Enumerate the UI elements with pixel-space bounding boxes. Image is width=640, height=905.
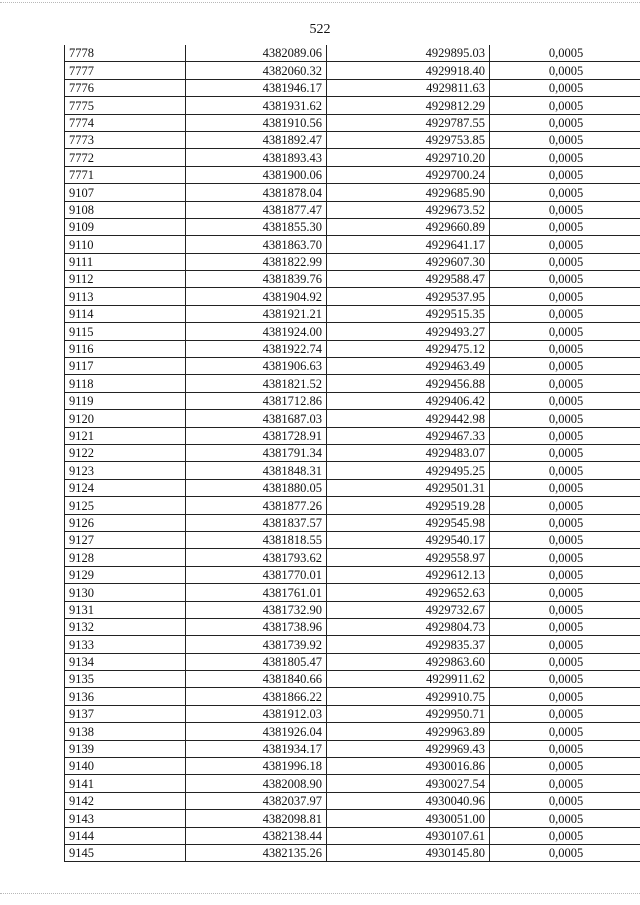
y-coordinate-cell: 4929969.43 — [327, 740, 490, 757]
error-cell: 0,0005 — [490, 844, 640, 861]
error-cell: 0,0005 — [490, 601, 640, 618]
table-row — [65, 462, 640, 479]
table-row — [65, 479, 640, 496]
point-number-cell: 9110 — [65, 236, 186, 253]
point-number-cell: 7773 — [65, 131, 186, 148]
x-coordinate-cell: 4382135.26 — [186, 844, 327, 861]
table-row — [65, 392, 640, 409]
point-number-cell: 9135 — [65, 671, 186, 688]
table-row — [65, 114, 640, 131]
error-cell: 0,0005 — [490, 636, 640, 653]
x-coordinate-cell: 4382060.32 — [186, 62, 327, 79]
error-cell: 0,0005 — [490, 288, 640, 305]
error-cell: 0,0005 — [490, 410, 640, 427]
y-coordinate-cell: 4929442.98 — [327, 410, 490, 427]
table-row — [65, 131, 640, 148]
table-row — [65, 97, 640, 114]
point-number-cell: 9144 — [65, 827, 186, 844]
point-number-cell: 9113 — [65, 288, 186, 305]
y-coordinate-cell: 4929406.42 — [327, 392, 490, 409]
error-cell: 0,0005 — [490, 114, 640, 131]
x-coordinate-cell: 4381900.06 — [186, 166, 327, 183]
point-number-cell: 9126 — [65, 514, 186, 531]
y-coordinate-cell: 4929588.47 — [327, 271, 490, 288]
x-coordinate-cell: 4381805.47 — [186, 653, 327, 670]
y-coordinate-cell: 4929673.52 — [327, 201, 490, 218]
x-coordinate-cell: 4381910.56 — [186, 114, 327, 131]
error-cell: 0,0005 — [490, 792, 640, 809]
y-coordinate-cell: 4929558.97 — [327, 549, 490, 566]
table-row — [65, 758, 640, 775]
error-cell: 0,0005 — [490, 671, 640, 688]
point-number-cell: 9137 — [65, 705, 186, 722]
y-coordinate-cell: 4929660.89 — [327, 218, 490, 235]
point-number-cell: 9128 — [65, 549, 186, 566]
point-number-cell: 9118 — [65, 375, 186, 392]
y-coordinate-cell: 4929700.24 — [327, 166, 490, 183]
table-row — [65, 79, 640, 96]
x-coordinate-cell: 4382089.06 — [186, 45, 327, 62]
x-coordinate-cell: 4381855.30 — [186, 218, 327, 235]
table-row — [65, 618, 640, 635]
y-coordinate-cell: 4929863.60 — [327, 653, 490, 670]
x-coordinate-cell: 4381893.43 — [186, 149, 327, 166]
y-coordinate-cell: 4929811.63 — [327, 79, 490, 96]
y-coordinate-cell: 4929641.17 — [327, 236, 490, 253]
x-coordinate-cell: 4381946.17 — [186, 79, 327, 96]
error-cell: 0,0005 — [490, 375, 640, 392]
x-coordinate-cell: 4381761.01 — [186, 584, 327, 601]
x-coordinate-cell: 4382098.81 — [186, 810, 327, 827]
x-coordinate-cell: 4382008.90 — [186, 775, 327, 792]
error-cell: 0,0005 — [490, 514, 640, 531]
x-coordinate-cell: 4381906.63 — [186, 358, 327, 375]
error-cell: 0,0005 — [490, 462, 640, 479]
x-coordinate-cell: 4381878.04 — [186, 184, 327, 201]
error-cell: 0,0005 — [490, 827, 640, 844]
y-coordinate-cell: 4929612.13 — [327, 566, 490, 583]
x-coordinate-cell: 4381712.86 — [186, 392, 327, 409]
point-number-cell: 9114 — [65, 305, 186, 322]
error-cell: 0,0005 — [490, 305, 640, 322]
error-cell: 0,0005 — [490, 236, 640, 253]
x-coordinate-cell: 4381687.03 — [186, 410, 327, 427]
point-number-cell: 9138 — [65, 723, 186, 740]
table-row — [65, 549, 640, 566]
table-row — [65, 45, 640, 62]
table-row — [65, 149, 640, 166]
y-coordinate-cell: 4929515.35 — [327, 305, 490, 322]
x-coordinate-cell: 4381793.62 — [186, 549, 327, 566]
table-row — [65, 236, 640, 253]
y-coordinate-cell: 4929493.27 — [327, 323, 490, 340]
error-cell: 0,0005 — [490, 45, 640, 62]
table-row — [65, 201, 640, 218]
y-coordinate-cell: 4929463.49 — [327, 358, 490, 375]
y-coordinate-cell: 4929501.31 — [327, 479, 490, 496]
point-number-cell: 9129 — [65, 566, 186, 583]
table-row — [65, 827, 640, 844]
point-number-cell: 9143 — [65, 810, 186, 827]
error-cell: 0,0005 — [490, 705, 640, 722]
point-number-cell: 9134 — [65, 653, 186, 670]
y-coordinate-cell: 4929545.98 — [327, 514, 490, 531]
x-coordinate-cell: 4381863.70 — [186, 236, 327, 253]
error-cell: 0,0005 — [490, 340, 640, 357]
x-coordinate-cell: 4381922.74 — [186, 340, 327, 357]
x-coordinate-cell: 4381818.55 — [186, 531, 327, 548]
error-cell: 0,0005 — [490, 653, 640, 670]
bottom-divider — [0, 893, 640, 894]
point-number-cell: 9109 — [65, 218, 186, 235]
point-number-cell: 7772 — [65, 149, 186, 166]
error-cell: 0,0005 — [490, 166, 640, 183]
error-cell: 0,0005 — [490, 810, 640, 827]
y-coordinate-cell: 4929710.20 — [327, 149, 490, 166]
point-number-cell: 9116 — [65, 340, 186, 357]
error-cell: 0,0005 — [490, 79, 640, 96]
table-row — [65, 218, 640, 235]
table-row — [65, 62, 640, 79]
table-row — [65, 184, 640, 201]
x-coordinate-cell: 4381921.21 — [186, 305, 327, 322]
error-cell: 0,0005 — [490, 549, 640, 566]
error-cell: 0,0005 — [490, 62, 640, 79]
y-coordinate-cell: 4930145.80 — [327, 844, 490, 861]
error-cell: 0,0005 — [490, 688, 640, 705]
x-coordinate-cell: 4381904.92 — [186, 288, 327, 305]
x-coordinate-cell: 4381837.57 — [186, 514, 327, 531]
error-cell: 0,0005 — [490, 218, 640, 235]
point-number-cell: 7778 — [65, 45, 186, 62]
table-row — [65, 792, 640, 809]
error-cell: 0,0005 — [490, 444, 640, 461]
y-coordinate-cell: 4929540.17 — [327, 531, 490, 548]
x-coordinate-cell: 4381840.66 — [186, 671, 327, 688]
error-cell: 0,0005 — [490, 201, 640, 218]
page-number: 522 — [309, 22, 331, 37]
error-cell: 0,0005 — [490, 531, 640, 548]
point-number-cell: 9124 — [65, 479, 186, 496]
coordinates-table-body — [65, 45, 640, 862]
x-coordinate-cell: 4381934.17 — [186, 740, 327, 757]
error-cell: 0,0005 — [490, 427, 640, 444]
point-number-cell: 7774 — [65, 114, 186, 131]
table-row — [65, 531, 640, 548]
x-coordinate-cell: 4381877.47 — [186, 201, 327, 218]
point-number-cell: 9111 — [65, 253, 186, 270]
point-number-cell: 9140 — [65, 758, 186, 775]
y-coordinate-cell: 4929787.55 — [327, 114, 490, 131]
y-coordinate-cell: 4930016.86 — [327, 758, 490, 775]
point-number-cell: 9125 — [65, 497, 186, 514]
error-cell: 0,0005 — [490, 497, 640, 514]
x-coordinate-cell: 4381880.05 — [186, 479, 327, 496]
error-cell: 0,0005 — [490, 723, 640, 740]
y-coordinate-cell: 4929835.37 — [327, 636, 490, 653]
table-row — [65, 775, 640, 792]
y-coordinate-cell: 4929910.75 — [327, 688, 490, 705]
x-coordinate-cell: 4381728.91 — [186, 427, 327, 444]
table-row — [65, 844, 640, 861]
y-coordinate-cell: 4929911.62 — [327, 671, 490, 688]
error-cell: 0,0005 — [490, 271, 640, 288]
table-row — [65, 340, 640, 357]
point-number-cell: 9119 — [65, 392, 186, 409]
x-coordinate-cell: 4381926.04 — [186, 723, 327, 740]
point-number-cell: 9123 — [65, 462, 186, 479]
table-row — [65, 653, 640, 670]
point-number-cell: 7776 — [65, 79, 186, 96]
point-number-cell: 7777 — [65, 62, 186, 79]
point-number-cell: 7771 — [65, 166, 186, 183]
table-row — [65, 444, 640, 461]
point-number-cell: 9130 — [65, 584, 186, 601]
x-coordinate-cell: 4381866.22 — [186, 688, 327, 705]
x-coordinate-cell: 4381821.52 — [186, 375, 327, 392]
error-cell: 0,0005 — [490, 618, 640, 635]
table-row — [65, 323, 640, 340]
point-number-cell: 9127 — [65, 531, 186, 548]
point-number-cell: 9133 — [65, 636, 186, 653]
table-row — [65, 566, 640, 583]
table-row — [65, 253, 640, 270]
point-number-cell: 9141 — [65, 775, 186, 792]
y-coordinate-cell: 4929753.85 — [327, 131, 490, 148]
y-coordinate-cell: 4930051.00 — [327, 810, 490, 827]
y-coordinate-cell: 4929812.29 — [327, 97, 490, 114]
point-number-cell: 9120 — [65, 410, 186, 427]
x-coordinate-cell: 4381877.26 — [186, 497, 327, 514]
point-number-cell: 9115 — [65, 323, 186, 340]
x-coordinate-cell: 4381791.34 — [186, 444, 327, 461]
x-coordinate-cell: 4381996.18 — [186, 758, 327, 775]
point-number-cell: 9117 — [65, 358, 186, 375]
error-cell: 0,0005 — [490, 184, 640, 201]
y-coordinate-cell: 4929804.73 — [327, 618, 490, 635]
table-row — [65, 427, 640, 444]
point-number-cell: 9145 — [65, 844, 186, 861]
point-number-cell: 9139 — [65, 740, 186, 757]
coordinates-table — [64, 45, 640, 862]
error-cell: 0,0005 — [490, 149, 640, 166]
x-coordinate-cell: 4381738.96 — [186, 618, 327, 635]
x-coordinate-cell: 4381839.76 — [186, 271, 327, 288]
error-cell: 0,0005 — [490, 253, 640, 270]
error-cell: 0,0005 — [490, 323, 640, 340]
error-cell: 0,0005 — [490, 392, 640, 409]
point-number-cell: 9132 — [65, 618, 186, 635]
y-coordinate-cell: 4929950.71 — [327, 705, 490, 722]
y-coordinate-cell: 4929963.89 — [327, 723, 490, 740]
y-coordinate-cell: 4929685.90 — [327, 184, 490, 201]
table-row — [65, 705, 640, 722]
error-cell: 0,0005 — [490, 740, 640, 757]
y-coordinate-cell: 4929895.03 — [327, 45, 490, 62]
y-coordinate-cell: 4929483.07 — [327, 444, 490, 461]
point-number-cell: 7775 — [65, 97, 186, 114]
point-number-cell: 9112 — [65, 271, 186, 288]
y-coordinate-cell: 4929467.33 — [327, 427, 490, 444]
error-cell: 0,0005 — [490, 97, 640, 114]
table-row — [65, 671, 640, 688]
x-coordinate-cell: 4381770.01 — [186, 566, 327, 583]
table-row — [65, 497, 640, 514]
table-row — [65, 636, 640, 653]
point-number-cell: 9107 — [65, 184, 186, 201]
error-cell: 0,0005 — [490, 566, 640, 583]
point-number-cell: 9131 — [65, 601, 186, 618]
point-number-cell: 9122 — [65, 444, 186, 461]
y-coordinate-cell: 4929456.88 — [327, 375, 490, 392]
x-coordinate-cell: 4381848.31 — [186, 462, 327, 479]
table-row — [65, 271, 640, 288]
table-row — [65, 305, 640, 322]
x-coordinate-cell: 4381732.90 — [186, 601, 327, 618]
y-coordinate-cell: 4929475.12 — [327, 340, 490, 357]
table-row — [65, 514, 640, 531]
y-coordinate-cell: 4929652.63 — [327, 584, 490, 601]
x-coordinate-cell: 4381924.00 — [186, 323, 327, 340]
point-number-cell: 9108 — [65, 201, 186, 218]
x-coordinate-cell: 4381931.62 — [186, 97, 327, 114]
error-cell: 0,0005 — [490, 358, 640, 375]
table-row — [65, 288, 640, 305]
error-cell: 0,0005 — [490, 775, 640, 792]
x-coordinate-cell: 4382037.97 — [186, 792, 327, 809]
y-coordinate-cell: 4930040.96 — [327, 792, 490, 809]
y-coordinate-cell: 4930027.54 — [327, 775, 490, 792]
point-number-cell: 9142 — [65, 792, 186, 809]
y-coordinate-cell: 4929918.40 — [327, 62, 490, 79]
table-row — [65, 584, 640, 601]
table-row — [65, 688, 640, 705]
error-cell: 0,0005 — [490, 479, 640, 496]
error-cell: 0,0005 — [490, 584, 640, 601]
table-row — [65, 166, 640, 183]
x-coordinate-cell: 4381892.47 — [186, 131, 327, 148]
y-coordinate-cell: 4929519.28 — [327, 497, 490, 514]
y-coordinate-cell: 4929607.30 — [327, 253, 490, 270]
y-coordinate-cell: 4929732.67 — [327, 601, 490, 618]
y-coordinate-cell: 4929537.95 — [327, 288, 490, 305]
table-row — [65, 723, 640, 740]
error-cell: 0,0005 — [490, 131, 640, 148]
error-cell: 0,0005 — [490, 758, 640, 775]
table-row — [65, 810, 640, 827]
x-coordinate-cell: 4381912.03 — [186, 705, 327, 722]
y-coordinate-cell: 4930107.61 — [327, 827, 490, 844]
table-row — [65, 375, 640, 392]
table-row — [65, 358, 640, 375]
point-number-cell: 9121 — [65, 427, 186, 444]
x-coordinate-cell: 4381822.99 — [186, 253, 327, 270]
x-coordinate-cell: 4382138.44 — [186, 827, 327, 844]
top-divider — [0, 2, 640, 3]
table-row — [65, 410, 640, 427]
point-number-cell: 9136 — [65, 688, 186, 705]
table-row — [65, 740, 640, 757]
table-row — [65, 601, 640, 618]
x-coordinate-cell: 4381739.92 — [186, 636, 327, 653]
y-coordinate-cell: 4929495.25 — [327, 462, 490, 479]
